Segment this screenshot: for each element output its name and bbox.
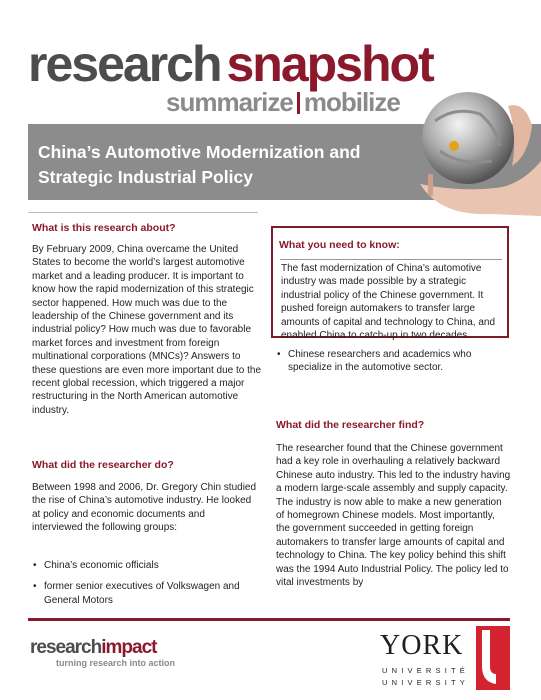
masthead-title (28, 38, 433, 90)
page-title: China’s Automotive Modernization and Strategic Industrial Policy (38, 142, 361, 187)
find-heading: What did the researcher find? (276, 419, 425, 431)
need-heading: What you need to know: (279, 239, 400, 251)
list-item: • Chinese researchers and academics who specialize in the automotive sector. (276, 348, 511, 375)
tagline-summarize: summarize (166, 87, 293, 117)
masthead-word-research: research (28, 36, 221, 92)
need-body: The fast modernization of China’s automotive industry was made possible by a strategic industrial policy of the Chinese government. It pushed foreign automakers to transfer large amounts of capital and technology to China, and enabled China to catch-up in two decades. (281, 263, 496, 342)
york-university: UNIVERSITY (382, 678, 470, 687)
need-to-know-box (271, 226, 509, 342)
tagline-divider (297, 92, 300, 114)
tagline-mobilize: mobilize (303, 87, 400, 117)
about-body: By February 2009, China overcame the United States to become the world’s largest automotive market and a leading producer. It is important to know how the rapid modernization of this strategic sector happened. How much was due to the leadership of the Chinese government and its industrial policy? How much was due to favorable market forces and investment from foreign multinational corporations (MNCs)? Answers to these questions are even more important due to the recent global recession, which triggered a major restructuring in the North American automotive industry. (32, 244, 262, 416)
impact-word-impact: impact (101, 637, 157, 658)
globe-hand-photo (400, 66, 541, 216)
left-top-rule (28, 212, 258, 213)
york-university-logo (380, 626, 510, 690)
need-divider (280, 259, 502, 260)
impact-tagline: turning research into action (56, 658, 176, 668)
york-u-mark (476, 626, 510, 690)
did-heading: What did the researcher do? (32, 459, 174, 471)
york-universite: UNIVERSITÉ (382, 666, 470, 675)
masthead-word-snapshot: snapshot (226, 36, 433, 92)
did-body: Between 1998 and 2006, Dr. Gregory Chin studied the rise of China’s automotive industry. He looked at policy and economic documents and interviewed the following groups: (32, 482, 257, 534)
impact-word-research: research (30, 637, 102, 658)
list-item: • former senior executives of Volkswagen and General Motors (32, 580, 262, 607)
groups-bullet-list (276, 348, 511, 375)
about-heading: What is this research about? (32, 222, 176, 234)
find-body: The researcher found that the Chinese government had a key role in overhauling a relatively backward Chinese auto industry. This led to the industry having a modern large-scale assembly and supply capacity. The industry is now able to make a new generation of homegrown Chinese models. Most importantly, the government succeeded in getting foreign automakers to transfer large amounts of capital and technology to China. The key policy behind this shift was the 1994 Auto Industrial Policy. The policy led to vital investments by (276, 443, 511, 589)
did-bullet-list (32, 559, 262, 607)
list-item: • China’s economic officials (32, 559, 262, 572)
masthead-tagline (166, 88, 400, 116)
york-wordmark: YORK (380, 630, 464, 661)
footer-rule (28, 618, 510, 621)
research-impact-logo (30, 637, 176, 668)
